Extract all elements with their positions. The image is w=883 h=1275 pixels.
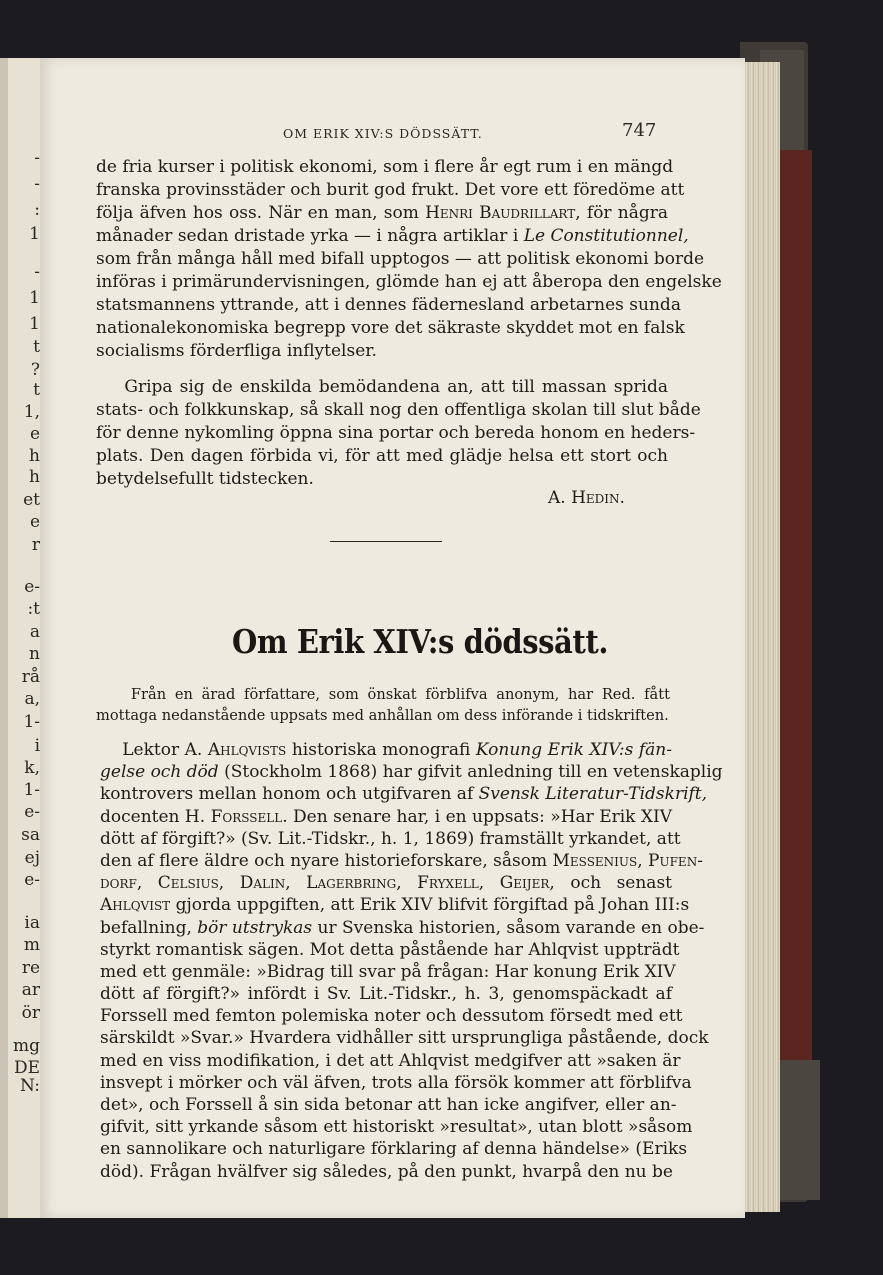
text-line: [100, 1138, 688, 1160]
text-line: [96, 225, 689, 248]
text-run: ur Svenska historien, såsom varande en obe-: [312, 917, 705, 938]
left-page-fragment: 1: [29, 224, 40, 244]
editor-note: [96, 684, 670, 726]
text-run: Konung Erik XIV:s fän-: [475, 740, 673, 760]
text-line: [100, 917, 705, 939]
text-line: [96, 317, 685, 340]
text-line: [96, 422, 696, 445]
text-line: [100, 872, 672, 894]
left-page-fragment: e: [29, 424, 40, 444]
text-run: betydelsefullt tidstecken.: [96, 469, 314, 489]
text-run: för denne nykomling öppna sina portar och bereda honom en heders-: [96, 423, 696, 443]
text-run: Forssell: [210, 806, 283, 827]
left-page-fragment: sa: [21, 825, 40, 845]
text-run: Le Constitutionnel,: [523, 226, 689, 246]
left-page-fragment: -: [34, 174, 40, 194]
left-page-fragment: e-: [24, 577, 40, 597]
left-page-fragment: k,: [24, 758, 40, 778]
left-page-fragment: i: [34, 736, 40, 756]
text-line: [100, 1027, 709, 1049]
text-line: [100, 806, 672, 828]
text-run: gjorda uppgiften, att Erik XIV blifvit förgiftad på Johan III:s: [170, 895, 690, 916]
text-run: stats- och folkkunskap, så skall nog den offentliga skolan till slut både: [96, 400, 701, 420]
left-page-fragment: a,: [24, 689, 40, 709]
text-run: Lektor A.: [100, 740, 208, 760]
left-page-fragment: 1-: [23, 712, 40, 732]
text-run: särskildt »Svar.» Hvardera vidhåller sitt ursprungliga påstående, dock: [100, 1028, 709, 1049]
left-page-fragment: DE: [13, 1058, 40, 1078]
text-run: de fria kurser i politisk ekonomi, som i flere år egt rum i en mängd: [96, 157, 674, 177]
left-page-fragment: :t: [27, 599, 40, 619]
text-run: dött af förgift?» (Sv. Lit.-Tidskr., h. 1, 1869) framställt yrkandet, att: [100, 828, 681, 849]
text-run: Henri Baudrillart: [425, 203, 576, 223]
text-line: [100, 1094, 677, 1116]
section-rule: [330, 541, 442, 542]
text-run: Ahlqvists: [207, 740, 287, 760]
text-run: gifvit, sitt yrkande såsom ett historiskt »resultat», utan blott »såsom: [100, 1117, 693, 1138]
text-run: Messenius, Pufen-: [552, 850, 703, 871]
text-run: Forssell med femton polemiska noter och dessutom försedt med ett: [100, 1006, 683, 1027]
left-page-fragment: e-: [24, 870, 40, 890]
text-run: med en viss modifikation, i det att Ahlqvist medgifver att »saken är: [100, 1050, 681, 1071]
text-run: statsmannens yttrande, att i dennes fädernesland arbetarnes sunda: [96, 295, 681, 315]
left-page-fragment: ?: [30, 360, 40, 380]
left-page-fragment: et: [23, 490, 40, 510]
left-page-fragment: re: [21, 958, 40, 978]
text-run: kontrovers mellan honom och utgifvaren af: [100, 784, 479, 805]
text-run: Gripa sig de enskilda bemödandena an, att till massan sprida: [96, 377, 668, 397]
text-line: [100, 1072, 692, 1094]
text-line: [96, 399, 701, 422]
text-run: (Stockholm 1868) har gifvit anledning till en vetenskaplig: [218, 762, 723, 783]
left-page-fragment: t: [33, 380, 40, 400]
text-run: en sannolikare och naturligare förklaring af denna händelse» (Eriks: [100, 1139, 688, 1160]
text-line: [100, 961, 676, 983]
left-page-fragment: ar: [21, 980, 40, 1000]
article-title: Om Erik XIV:s dödssätt.: [232, 622, 609, 661]
text-run: befallning,: [100, 917, 198, 938]
text-line: [96, 271, 722, 294]
left-page-fragment: -: [34, 262, 40, 282]
left-page-fragment: t: [33, 337, 40, 357]
text-run: mottaga nedanstående uppsats med anhållan om dess införande i tidskriften.: [96, 707, 669, 724]
left-page-fragment: e: [29, 512, 40, 532]
left-page-fragment: h: [29, 467, 40, 487]
text-run: död). Frågan hvälfver sig således, på den punkt, hvarpå den nu be: [100, 1161, 673, 1182]
text-line: [100, 739, 672, 761]
left-page-fragment: :: [34, 200, 40, 220]
paragraph-1: [96, 156, 722, 363]
text-run: nationalekonomiska begrepp vore det säkraste skyddet mot en falsk: [96, 318, 685, 338]
paragraph-3: [100, 739, 723, 1183]
text-line: [100, 1161, 672, 1183]
left-page-fragment: 1: [29, 314, 40, 334]
text-line: [100, 1050, 681, 1072]
text-run: som från många håll med bifall upptogos — att politisk ekonomi borde: [96, 249, 705, 269]
text-run: plats. Den dagen förbida vi, för att med glädje helsa ett stort och: [96, 446, 668, 466]
text-line: [96, 156, 674, 179]
text-run: . Den senare har, i en uppsats: »Har Erik XIV: [282, 806, 673, 827]
text-line: [96, 202, 668, 225]
text-run: den af flere äldre och nyare historieforskare, såsom: [100, 850, 553, 871]
left-page-fragment: ör: [21, 1003, 40, 1023]
text-run: Ahlqvist: [100, 895, 171, 916]
left-page-fragment: -: [34, 148, 40, 168]
text-run: Från en ärad författare, som önskat förblifva anonym, har Red. fått: [96, 686, 670, 703]
text-line: [100, 783, 708, 805]
text-run: införas i primärundervisningen, glömde han ej att åberopa den engelske: [96, 272, 722, 292]
text-line: [96, 684, 670, 705]
left-page-fragment: rå: [21, 667, 40, 687]
text-line: [96, 445, 668, 468]
page-edges: [740, 62, 780, 1212]
text-run: , för några: [575, 203, 669, 223]
text-run: insvept i mörker och väl äfven, trots alla försök kommer att förblifva: [100, 1072, 692, 1093]
text-run: dorf, Celsius, Dalin, Lagerbring, Fryxell, Geijer,: [100, 873, 555, 894]
page-number: 747: [622, 120, 657, 141]
text-run: styrkt romantisk sägen. Mot detta påstående har Ahlqvist uppträdt: [100, 939, 680, 960]
text-line: [96, 705, 670, 726]
text-line: [100, 983, 672, 1005]
left-page-fragment: m: [23, 935, 40, 955]
left-page-fragment: mg: [12, 1036, 40, 1056]
text-run: med ett genmäle: »Bidrag till svar på frågan: Har konung Erik XIV: [100, 961, 676, 982]
text-line: [100, 894, 690, 916]
text-line: [100, 1116, 693, 1138]
left-page-fragment: ia: [24, 913, 40, 933]
text-run: docenten H.: [100, 806, 211, 827]
left-page-fragment: a: [29, 622, 40, 642]
left-page-fragment: n: [29, 644, 40, 664]
text-run: dött af förgift?» infördt i Sv. Lit.-Tidskr., h. 3, genomspäckadt af: [100, 984, 672, 1005]
text-line: [100, 939, 680, 961]
text-run: socialisms förderfliga inflytelser.: [96, 341, 377, 361]
text-line: [100, 828, 681, 850]
text-run: bör utstrykas: [197, 917, 313, 938]
running-head: OM ERIK XIV:S DÖDSSÄTT.: [283, 126, 483, 141]
text-run: och senast: [554, 873, 673, 894]
text-run: historiska monografi: [286, 740, 476, 760]
left-page-fragment: ej: [24, 848, 40, 868]
text-run: följa äfven hos oss. När en man, som: [96, 203, 426, 223]
left-page-fragment: r: [31, 535, 40, 555]
text-line: [100, 1005, 683, 1027]
left-page-fragment: 1,: [23, 402, 40, 422]
paragraph-2: [96, 376, 701, 491]
left-page-fragment: h: [29, 446, 40, 466]
text-run: gelse och död: [100, 762, 219, 783]
text-line: [100, 761, 723, 783]
text-line: [96, 294, 681, 317]
text-run: det», och Forssell å sin sida betonar att han icke angifver, eller an-: [100, 1095, 677, 1115]
text-line: [96, 248, 705, 271]
text-line: [96, 376, 668, 399]
text-line: [96, 179, 685, 202]
signature: A. Hedin.: [548, 488, 625, 508]
text-run: franska provinsstäder och burit god frukt. Det vore ett föredöme att: [96, 180, 685, 200]
text-line: [100, 850, 703, 872]
left-page-fragment: e-: [24, 802, 40, 822]
text-run: månader sedan dristade yrka — i några artiklar i: [96, 226, 524, 246]
left-page-fragment: 1-: [23, 780, 40, 800]
text-run: Svensk Literatur-Tidskrift,: [478, 784, 708, 805]
left-page-fragment: N:: [20, 1076, 40, 1096]
text-line: [96, 340, 668, 363]
left-page-fragment: 1: [29, 288, 40, 308]
